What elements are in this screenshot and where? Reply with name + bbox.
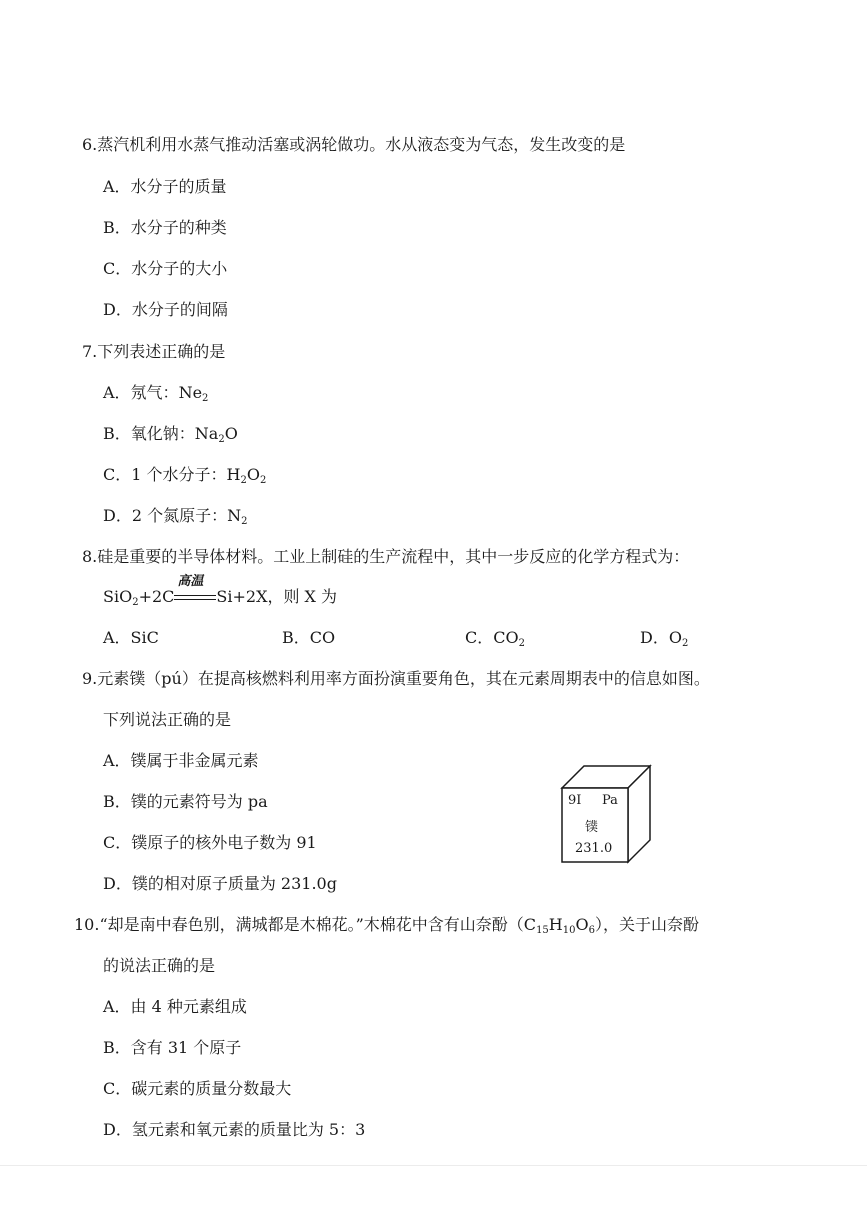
q6-option-d: D．水分子的间隔	[103, 300, 228, 319]
q10-stem: 10.“却是南中春色别，满城都是木棉花。”木棉花中含有山奈酚$(C_{15}H_{10}O_6)$，关于山奈酚	[74, 915, 699, 936]
reaction-equals-sign	[174, 574, 216, 608]
q9-option-c: C．镤原子的核外电子数为 91	[103, 833, 317, 852]
element-atomic-number: 9I	[568, 793, 582, 808]
q6-stem: 6.蒸汽机利用水蒸气推动活塞或涡轮做功。水从液态变为气态，发生改变的是	[82, 135, 626, 154]
q9-option-a: A．镤属于非金属元素	[103, 751, 259, 770]
q8-option-a: A．SiC	[103, 628, 159, 647]
q9-stem-continued: 下列说法正确的是	[103, 710, 232, 729]
q10-option-d: D．氢元素和氧元素的质量比为 5：3	[103, 1120, 366, 1139]
page-bottom-divider	[0, 1165, 867, 1166]
element-name: 镤	[585, 820, 599, 835]
q9-option-d: D．镤的相对原子质量为 231.0g	[103, 874, 337, 893]
q8-option-d: D．$O_2$	[640, 628, 689, 649]
q9-stem: 9.元素镤（pú）在提高核燃料利用率方面扮演重要角色，其在元素周期表中的信息如图。	[82, 669, 710, 688]
q10-stem-continued: 的说法正确的是	[103, 956, 216, 975]
reaction-condition: 高温	[177, 574, 204, 589]
q6-option-a: A．水分子的质量	[103, 177, 227, 196]
q8-option-b: B．CO	[282, 628, 336, 647]
q7-option-a: A．氖气：$Ne_2$	[103, 383, 209, 404]
q8-option-c: C．$CO_2$	[465, 628, 525, 649]
q9-option-b: B．镤的元素符号为 pa	[103, 792, 268, 811]
q8-stem: 8.硅是重要的半导体材料。工业上制硅的生产流程中，其中一步反应的化学方程式为：	[82, 547, 690, 566]
q10-option-a: A．由 4 种元素组成	[103, 997, 247, 1016]
q7-stem: 7.下列表述正确的是	[82, 342, 226, 361]
q8-equation: SiO$_2$+2C 高温 Si+2X，则 X 为	[103, 586, 337, 608]
q7-option-b: B．氧化钠：$Na_2O$	[103, 424, 238, 445]
element-cell-figure	[560, 764, 652, 864]
q6-option-b: B．水分子的种类	[103, 218, 227, 237]
q7-option-d: D．2 个氮原子：$N_2$	[103, 506, 248, 527]
element-symbol: Pa	[602, 793, 618, 808]
q10-option-c: C．碳元素的质量分数最大	[103, 1079, 292, 1098]
element-atomic-mass: 231.0	[575, 841, 613, 856]
q10-option-b: B．含有 31 个原子	[103, 1038, 242, 1057]
q7-option-c: C．1 个水分子：$H_2O_2$	[103, 465, 267, 486]
q6-option-c: C．水分子的大小	[103, 259, 228, 278]
